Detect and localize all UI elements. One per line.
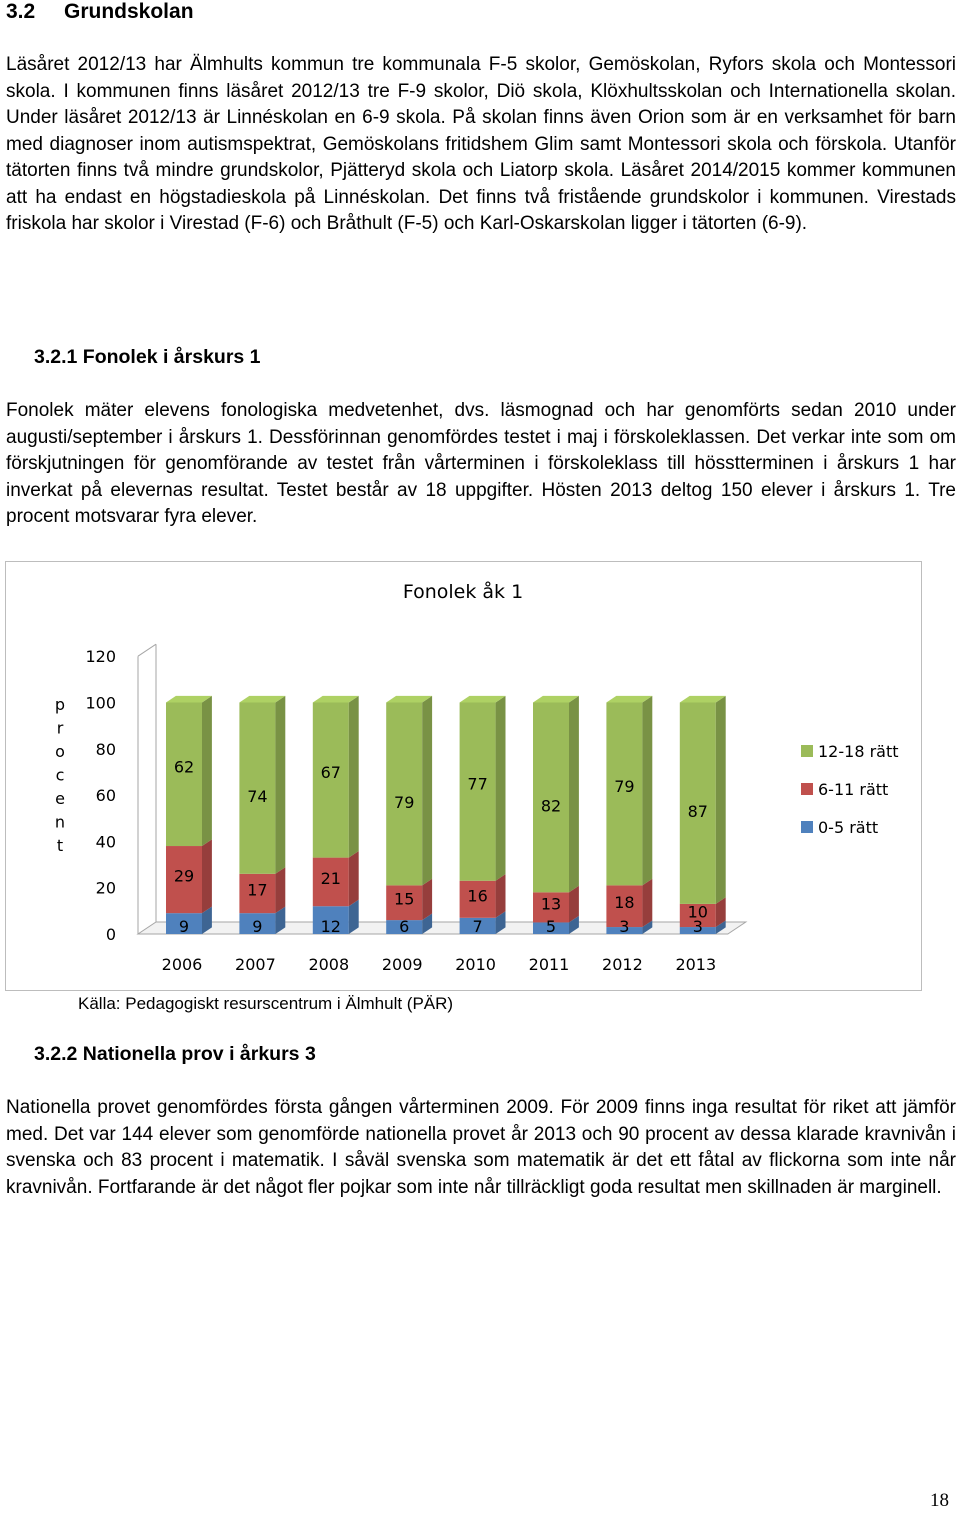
legend-label: 6-11 rätt xyxy=(818,780,889,799)
chart-title: Fonolek åk 1 xyxy=(402,581,524,603)
y-axis-label-letter: r xyxy=(56,718,64,738)
y-axis-top-edge xyxy=(138,644,156,656)
y-tick-label: 40 xyxy=(95,832,116,852)
y-tick-label: 20 xyxy=(95,878,116,898)
x-tick-label: 2008 xyxy=(308,955,350,974)
y-axis-label-letter: c xyxy=(55,765,65,785)
x-tick-label: 2007 xyxy=(235,955,276,974)
bar-segment-side xyxy=(349,851,359,906)
chart-floor xyxy=(138,922,746,934)
y-tick-label: 80 xyxy=(95,739,116,759)
bar-segment-side xyxy=(422,879,432,920)
data-label: 18 xyxy=(614,893,635,913)
bar-segment-side xyxy=(716,696,726,904)
legend-swatch xyxy=(801,783,813,795)
bar-segment-side xyxy=(642,879,652,927)
data-label: 67 xyxy=(320,763,341,783)
fonolek-chart xyxy=(6,562,921,990)
data-label: 17 xyxy=(247,880,268,900)
data-label: 77 xyxy=(467,774,488,794)
data-label: 7 xyxy=(472,917,483,936)
x-tick-label: 2006 xyxy=(161,955,203,974)
subsection-2-paragraph: Nationella provet genomfördes första gången vårterminen 2009. För 2009 finns inga resultat för riket att jämför med. Det var 144 elever som genomförde nationella provet år 2013 och 90 procent av dessa klarade kravnivån i svenska och 83 procent i matematik. I såväl svenska som matematik är det ett fåtal av flickorna som inte når kravnivån. Fortfarande är det något fler pojkar som inte når tillräckligt goda resultat men skillnaden är marginell. xyxy=(6,1097,956,1198)
y-tick-label: 0 xyxy=(105,925,116,944)
y-tick-label: 60 xyxy=(95,786,116,806)
x-tick-label: 2013 xyxy=(675,955,717,974)
data-label: 3 xyxy=(619,917,630,936)
x-tick-label: 2009 xyxy=(381,955,423,974)
section-heading xyxy=(6,0,194,24)
data-label: 12 xyxy=(320,917,341,936)
data-label: 16 xyxy=(467,886,488,906)
x-tick-label: 2012 xyxy=(602,955,643,974)
data-label: 79 xyxy=(614,776,635,796)
data-label: 10 xyxy=(687,902,708,922)
y-axis-label-letter: e xyxy=(55,789,65,808)
page-number: 18 xyxy=(930,1490,949,1511)
data-label: 74 xyxy=(247,787,268,807)
data-label: 79 xyxy=(394,792,415,812)
section-paragraph: Läsåret 2012/13 har Älmhults kommun tre kommunala F-5 skolor, Gemöskolan, Ryfors skola och Montessori skola. I kommunen finns läsåret 2012/13 tre F-9 skolor, Diö skola, Klöxhultsskolan och Internationella skolan. Under läsåret 2012/13 är Linnéskolan en 6-9 skola. På skolan finns även Orion som är en verksamhet för barn med diagnoser inom autismspektrat, Gemöskolans fritidshem Glim samt Montessori skola och förskola. Utanför tätorten finns två mindre grundskolor, Pjätteryd skola och Liatorp skola. Läsåret 2014/2015 kommer kommunen att ha endast en högstadieskola på Linnéskolan. Det finns två fristående grundskolor i kommunen. Virestads friskola har skolor i Virestad (F-6) och Bråthult (F-5) och Karl-Oskarskolan ligger i tätorten (6-9). xyxy=(6,54,956,234)
legend-swatch xyxy=(801,745,813,757)
data-label: 82 xyxy=(540,796,562,816)
bar-segment-side xyxy=(202,839,212,913)
data-label: 29 xyxy=(173,866,195,886)
bar-segment-side xyxy=(202,696,212,846)
bar-segment-side xyxy=(496,874,506,918)
data-label: 9 xyxy=(252,917,263,936)
subsection-1-title: 3.2.1 Fonolek i årskurs 1 xyxy=(34,346,261,368)
subsection-2-title: 3.2.2 Nationella prov i årkurs 3 xyxy=(34,1043,316,1065)
x-tick-label: 2010 xyxy=(455,955,496,974)
data-label: 87 xyxy=(687,802,708,822)
legend-label: 0-5 rätt xyxy=(818,818,879,837)
bar-segment-side xyxy=(642,696,652,885)
bar-segment-side xyxy=(496,696,506,881)
source-note: Källa: Pedagogiskt resurscentrum i Älmhult (PÄR) xyxy=(78,994,454,1013)
y-axis-label-letter: t xyxy=(56,836,64,855)
bar-segment-side xyxy=(569,696,579,892)
bar-segment-side xyxy=(275,696,285,874)
legend-swatch xyxy=(801,821,813,833)
data-label: 3 xyxy=(692,917,703,936)
chart-frame xyxy=(5,561,922,991)
y-tick-label: 100 xyxy=(85,693,116,713)
data-label: 21 xyxy=(320,868,341,888)
data-label: 9 xyxy=(178,917,190,936)
section-number: 3.2 xyxy=(6,0,36,23)
legend-label: 12-18 rätt xyxy=(818,742,899,761)
bar-segment-side xyxy=(422,696,432,885)
data-label: 6 xyxy=(399,917,410,936)
y-axis-label-letter: p xyxy=(54,695,66,714)
y-axis-label-letter: o xyxy=(55,742,65,761)
y-axis-label-letter: n xyxy=(54,812,66,832)
bar-segment-side xyxy=(349,696,359,858)
y-tick-label: 120 xyxy=(85,647,116,667)
subsection-1-paragraph: Fonolek mäter elevens fonologiska medvetenhet, dvs. läsmognad och har genomförts sedan 2010 under augusti/september i årskurs 1. Dessförinnan genomfördes testet i maj i förskoleklassen. Det verkar inte som om förskjutningen för genomförande av testet från vårterminen i förskoleklass till hösstterminen i årskurs 1 har inverkat på elevernas resultat. Testet består av 18 uppgifter. Hösten 2013 deltog 150 elever i årskurs 1. Tre procent motsvarar fyra elever. xyxy=(6,400,956,527)
data-label: 13 xyxy=(540,894,562,914)
x-tick-label: 2011 xyxy=(528,955,570,974)
data-label: 15 xyxy=(394,889,415,909)
data-label: 62 xyxy=(173,757,195,777)
bar-segment-side xyxy=(275,867,285,913)
section-title: Grundskolan xyxy=(64,0,194,23)
data-label: 5 xyxy=(545,917,557,936)
